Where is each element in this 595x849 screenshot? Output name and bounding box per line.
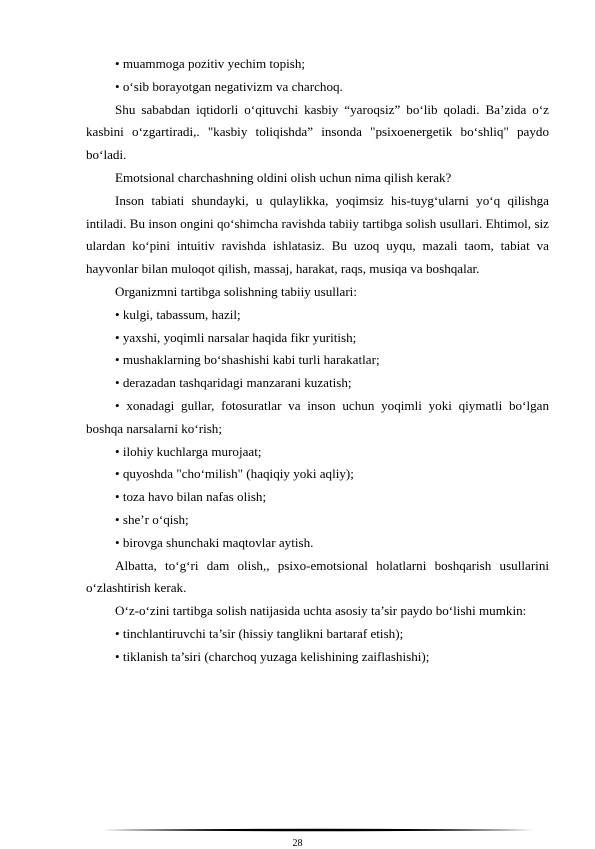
- bullet-item: • tiklanish ta’siri (charchoq yuzaga kelishining zaiflashishi);: [115, 648, 430, 664]
- bullet-item: • yaxshi, yoqimli narsalar haqida fikr yuritish;: [115, 329, 357, 345]
- body-paragraph: Inson tabiati shundayki, u qulaylikka, yoqimsiz his-tuyg‘ularni yo‘q qilishga intiladi. Bu inson ongini qo‘shimcha ravishda tabiiy tartibga solish usullari. Ehtimol, siz ulardan ko‘pini intuitiv ravishda ishlatasiz. Bu uzoq uyqu, mazali taom, tabiat va hayvonlar bilan muloqot qilish, massaj, harakat, raqs, musiqa va boshqalar.: [86, 192, 549, 277]
- body-paragraph: Albatta, to‘g‘ri dam olish,, psixo-emotsional holatlarni boshqarish usullarini o‘zlashtirish kerak.: [86, 557, 549, 596]
- page-number: 28: [292, 838, 303, 849]
- bullet-item: • she’r o‘qish;: [115, 511, 189, 527]
- bullet-item: • tinchlantiruvchi ta’sir (hissiy tanglikni bartaraf etish);: [115, 625, 404, 641]
- bullet-item: • xonadagi gullar, fotosuratlar va inson uchun yoqimli yoki qiymatli bo‘lgan boshqa narsalarni ko‘rish;: [86, 397, 549, 436]
- bullet-item: • quyoshda "cho‘milish" (haqiqiy yoki aqliy);: [115, 466, 354, 482]
- list-intro: Organizmni tartibga solishning tabiiy usullari:: [115, 283, 357, 299]
- bullet-item: • derazadan tashqaridagi manzarani kuzatish;: [115, 375, 352, 391]
- question-heading: Emotsional charchashning oldini olish uchun nima qilish kerak?: [115, 169, 452, 185]
- document-page: [86, 53, 549, 669]
- body-paragraph: Shu sababdan iqtidorli o‘qituvchi kasbiy “yaroqsiz” bo‘lib qoladi. Ba’zida o‘z kasbini o‘zgartiradi,. "kasbiy toliqishda” insonda "psixoenergetik bo‘shliq" paydo bo‘ladi.: [86, 101, 549, 163]
- bullet-item: • toza havo bilan nafas olish;: [115, 489, 267, 505]
- bullet-item: • birovga shunchaki maqtovlar aytish.: [115, 534, 314, 550]
- bullet-item: • ilohiy kuchlarga murojaat;: [115, 443, 262, 459]
- bullet-item: • mushaklarning bo‘shashishi kabi turli harakatlar;: [115, 352, 380, 368]
- body-paragraph: O‘z-o‘zini tartibga solish natijasida uchta asosiy ta’sir paydo bo‘lishi mumkin:: [115, 603, 527, 619]
- bullet-item: • o‘sib borayotgan negativizm va charchoq.: [115, 78, 343, 94]
- bullet-item: • muammoga pozitiv yechim topish;: [115, 56, 306, 71]
- footer-separator: [102, 828, 534, 832]
- bullet-item: • kulgi, tabassum, hazil;: [115, 306, 241, 322]
